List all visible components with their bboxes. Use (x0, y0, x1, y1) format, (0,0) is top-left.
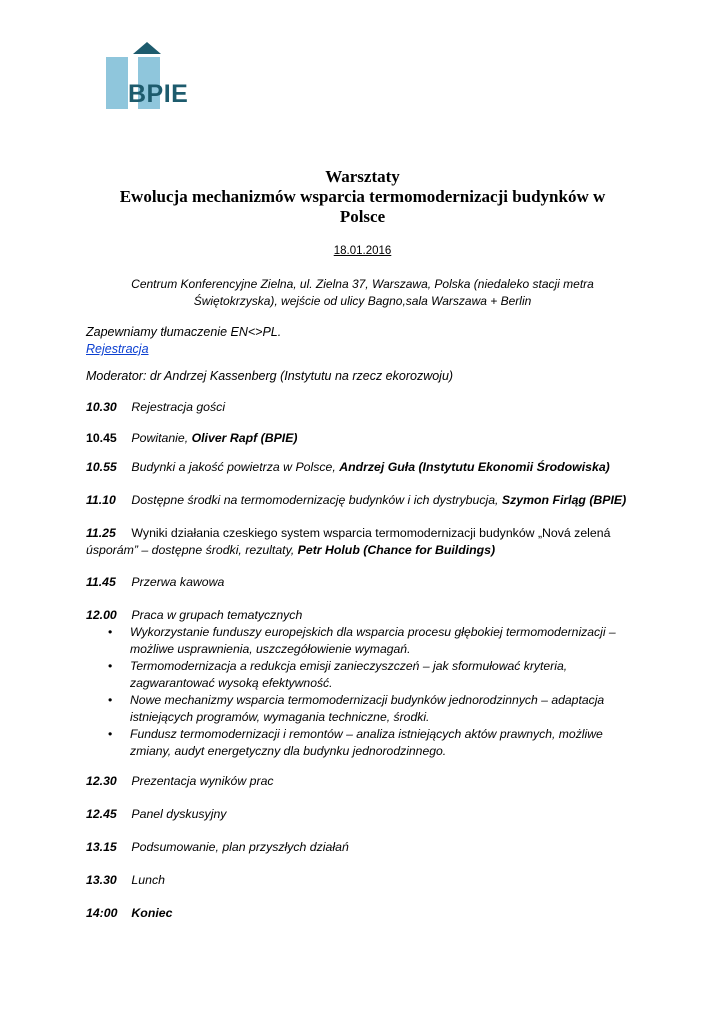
agenda-item (86, 574, 646, 591)
agenda-time: 12.30 (86, 774, 117, 788)
agenda-time: 10.45 (86, 431, 117, 445)
topic-text: Termomodernizacja a redukcja emisji zanieczyszczeń – jak sformułować kryteria, zagwarantować wysoką efektywność. (130, 659, 568, 690)
agenda-speaker: Szymon Firląg (BPIE) (501, 493, 627, 507)
agenda-time: 13.30 (86, 873, 117, 887)
bullet-icon: • (108, 727, 113, 741)
agenda-item (86, 459, 646, 476)
logo-roof-icon (133, 42, 161, 54)
agenda-desc: Powitanie, (131, 431, 192, 445)
event-date: 18.01.2016 (333, 245, 392, 257)
agenda-time: 12.00 (86, 608, 117, 622)
translation-note: Zapewniamy tłumaczenie EN<>PL. (86, 325, 282, 339)
agenda-time: 12.45 (86, 807, 117, 821)
topic-item (86, 658, 646, 692)
agenda-item (86, 525, 646, 559)
agenda-time: 11.10 (86, 493, 116, 507)
agenda-time: 14:00 (86, 906, 118, 920)
agenda-item (86, 872, 646, 889)
agenda-item (86, 806, 646, 823)
topic-text: Wykorzystanie funduszy europejskich dla wsparcia procesu głębokiej termomodernizacji – możliwe usprawnienia, uszczegółowienie wymagań. (130, 625, 616, 656)
topic-list (86, 624, 646, 760)
topic-text: Nowe mechanizmy wsparcia termomodernizacji budynków jednorodzinnych – adaptacja istniejących programów, wymagania techniczne, środki. (130, 693, 605, 724)
agenda-item (86, 607, 646, 624)
agenda-desc-line-1: Wyniki działania czeskiego system wsparcia termomodernizacji budynków „Nová zelená (131, 526, 611, 540)
topic-item (86, 624, 646, 658)
logo-bar-left (106, 57, 128, 109)
bpie-logo (104, 42, 200, 112)
venue-line-1: Centrum Konferencyjne Zielna, ul. Zielna 37, Warszawa, Polska (niedaleko stacji metra (131, 277, 594, 291)
agenda-item (86, 399, 646, 416)
agenda-time: 10.30 (86, 400, 117, 414)
venue-line-2: Świętokrzyska), wejście od ulicy Bagno,sala Warszawa + Berlin (193, 294, 532, 308)
bullet-icon: • (108, 693, 113, 707)
agenda-speaker: Andrzej Guła (Instytutu Ekonomii Środowiska) (339, 460, 610, 474)
topic-item (86, 692, 646, 726)
moderator: Moderator: dr Andrzej Kassenberg (Instytutu na rzecz ekorozwoju) (86, 369, 454, 383)
agenda-item (86, 839, 646, 856)
topic-item (86, 726, 646, 760)
agenda-desc: Lunch (131, 873, 165, 887)
agenda-desc: Rejestracja gości (131, 400, 226, 414)
agenda-desc: Dostępne środki na termomodernizację budynków i ich dystrybucja, (131, 493, 502, 507)
title-line-1: Warsztaty (325, 167, 400, 186)
agenda-desc: Prezentacja wyników prac (131, 774, 274, 788)
title-line-2: Ewolucja mechanizmów wsparcia termomodernizacji budynków w (119, 187, 606, 206)
bullet-icon: • (108, 625, 113, 639)
agenda-desc: Budynki a jakość powietrza w Polsce, (131, 460, 340, 474)
title-line-3: Polsce (339, 207, 386, 226)
topic-text: Fundusz termomodernizacji i remontów – analiza istniejących aktów prawnych, możliwe zmiany, audyt energetyczny dla budynku jednorodzinnego. (130, 727, 603, 758)
agenda-desc: Panel dyskusyjny (131, 807, 227, 821)
agenda-speaker: Oliver Rapf (BPIE) (191, 431, 298, 445)
agenda-desc: Podsumowanie, plan przyszłych działań (131, 840, 349, 854)
agenda-time: 11.25 (86, 526, 116, 540)
agenda-time: 13.15 (86, 840, 117, 854)
agenda-desc: Przerwa kawowa (131, 575, 225, 589)
agenda-desc: Koniec (131, 906, 173, 920)
bullet-icon: • (108, 659, 113, 673)
agenda-desc: Praca w grupach tematycznych (131, 608, 303, 622)
venue (95, 276, 630, 310)
agenda-speaker: Petr Holub (Chance for Buildings) (297, 543, 496, 557)
agenda-item (86, 430, 646, 447)
agenda-item (86, 905, 646, 922)
agenda-item (86, 492, 646, 509)
registration-link[interactable]: Rejestracja (86, 342, 149, 356)
agenda-time: 10.55 (86, 460, 117, 474)
agenda-item (86, 773, 646, 790)
logo-text: BPIE (128, 80, 189, 108)
agenda-desc-line-2: úsporám” – dostępne środki, rezultaty, (86, 543, 298, 557)
agenda-time: 11.45 (86, 575, 116, 589)
